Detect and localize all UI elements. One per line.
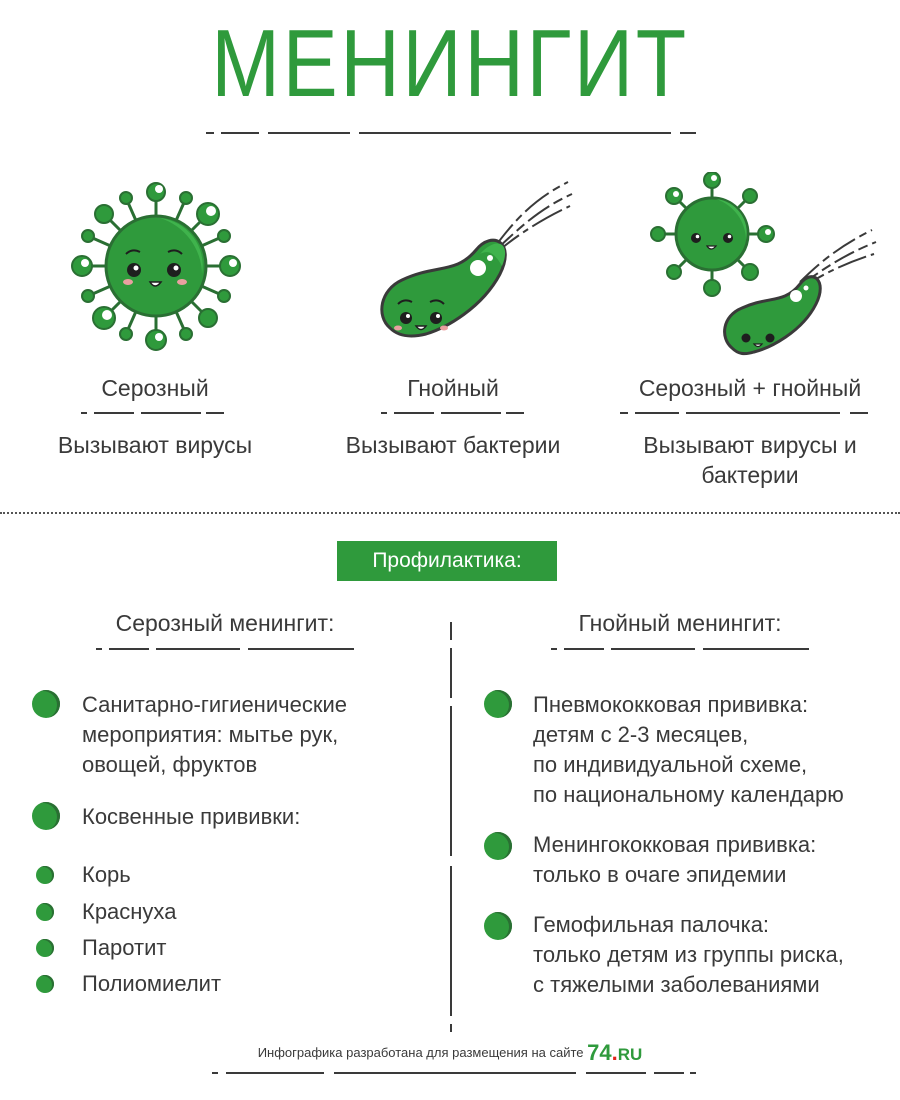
sub-item-mumps: Паротит bbox=[82, 935, 167, 960]
bullet-icon bbox=[484, 912, 512, 940]
serous-heading: Серозный менингит: bbox=[115, 610, 335, 636]
bullet-icon bbox=[32, 690, 60, 718]
type-purulent-desc: Вызывают бактерии bbox=[345, 432, 561, 458]
footer-text: Инфографика разработана для размещения на сайте bbox=[257, 1045, 584, 1060]
page-title: МЕНИНГИТ bbox=[211, 10, 689, 117]
serous-item-vaccines-label: Косвенные прививки: bbox=[82, 804, 301, 829]
type-mixed-desc-line1: Вызывают вирусы и bbox=[643, 432, 857, 458]
footer bbox=[0, 1040, 900, 1066]
type-mixed-desc bbox=[610, 430, 890, 490]
bullet-icon bbox=[484, 832, 512, 860]
purulent-item-pneumococcal: Пневмококковая прививка: детям с 2-3 месяцев, по индивидуальной схеме, по национальному календарю bbox=[533, 692, 844, 807]
bullet-icon bbox=[32, 802, 60, 830]
type-mixed-name: Серозный + гнойный bbox=[638, 375, 862, 401]
type-purulent-name: Гнойный bbox=[407, 375, 499, 401]
sub-item-polio: Полиомиелит bbox=[82, 971, 222, 996]
bacteria-icon bbox=[376, 178, 576, 348]
purulent-item-haemophilus: Гемофильная палочка: только детям из группы риска, с тяжелыми заболеваниями bbox=[533, 912, 844, 997]
small-bullet-icon bbox=[36, 903, 54, 921]
type-serous-desc: Вызывают вирусы bbox=[57, 432, 253, 458]
virus-icon bbox=[68, 178, 244, 354]
serous-item-hygiene: Санитарно-гигиенические мероприятия: мытье рук, овощей, фруктов bbox=[82, 692, 347, 777]
bullet-icon bbox=[484, 690, 512, 718]
sub-item-rubella: Краснуха bbox=[82, 899, 177, 924]
virus-and-bacteria-icon bbox=[650, 172, 880, 362]
prevention-badge: Профилактика: bbox=[337, 541, 557, 581]
site-logo[interactable]: 74.RU bbox=[587, 1040, 643, 1065]
small-bullet-icon bbox=[36, 975, 54, 993]
section-divider bbox=[0, 512, 900, 514]
small-bullet-icon bbox=[36, 866, 54, 884]
type-serous-name: Серозный bbox=[101, 375, 209, 401]
purulent-heading: Гнойный менингит: bbox=[578, 610, 782, 636]
type-mixed-desc-line2: бактерии bbox=[701, 462, 799, 488]
sub-item-measles: Корь bbox=[82, 862, 131, 887]
small-bullet-icon bbox=[36, 939, 54, 957]
purulent-item-meningococcal: Менингококковая прививка: только в очаге эпидемии bbox=[533, 832, 817, 887]
